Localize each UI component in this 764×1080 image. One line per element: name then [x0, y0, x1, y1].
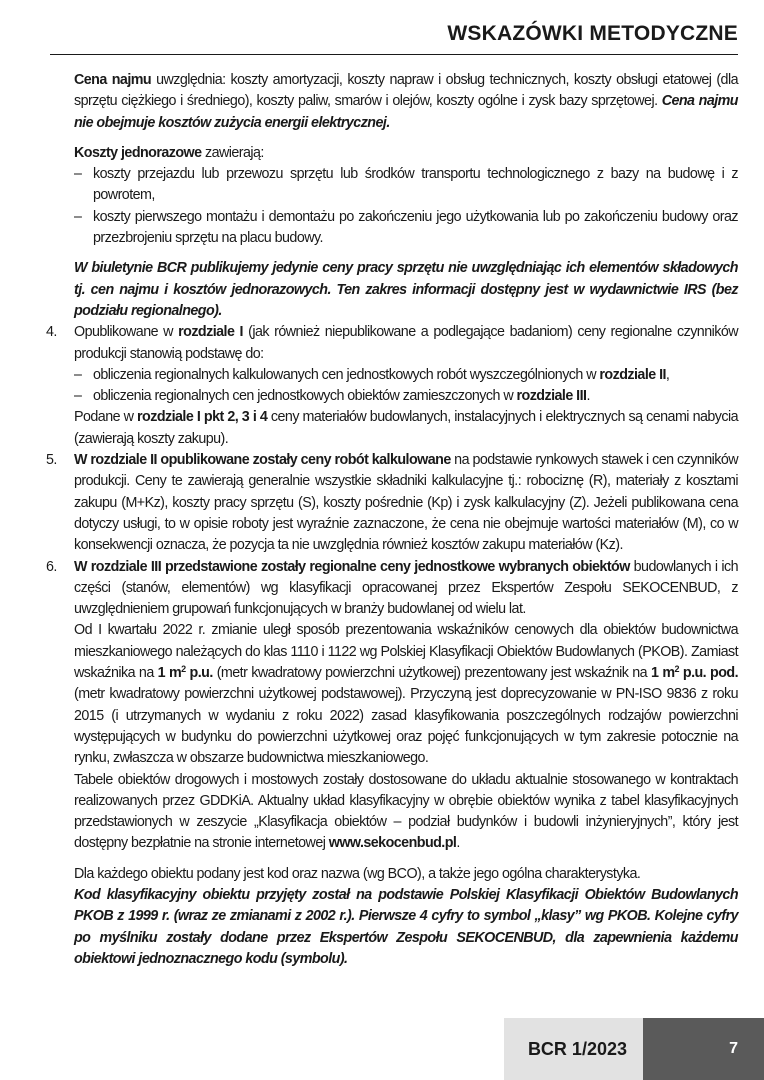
text: .: [456, 835, 460, 852]
text: Opublikowane w: [74, 324, 179, 341]
website-link[interactable]: www.sekocenbud.pl: [328, 835, 457, 852]
text: ,: [665, 366, 670, 383]
text: (metr kwadratowy powierzchni użytkowej podstawowej). Przyczyną jest doprecyzowanie w PN-ISO 9836 z roku 2015 (i utrzymanych w wydaniu z roku 2022) zasad klasyfikowania poszczególnych rodzajów powierzchni występujących w budynku do powierzchni użytkowej oraz pojęć funkcjonujących w tym zakresie potocznie na rynku, zwłaszcza w obszarze budownictwa mieszkaniowego.: [74, 686, 738, 767]
text: 1 m: [157, 665, 182, 682]
paragraph-ceny-nabycia: [40, 407, 738, 450]
text-bold: rozdziale III: [516, 388, 587, 405]
text: 1 m: [651, 665, 675, 682]
paragraph-koszty-jednorazowe: [40, 143, 738, 164]
text: obliczenia regionalnych kalkulowanych cen jednostkowych robót wyszczególnionych w: [93, 366, 600, 383]
text: (metr kwadratowy powierzchni użytkowej) prezentowany jest wskaźnik na: [212, 665, 651, 682]
paragraph-kod-obiektu: Dla każdego obiektu podany jest kod oraz nazwa (wg BCO), a także jego ogólna charakterystyka.: [74, 865, 641, 882]
text: .: [586, 388, 590, 405]
text: p.u. pod.: [678, 665, 738, 682]
text: p.u.: [185, 665, 213, 682]
text: Podane w: [74, 409, 138, 426]
text-bold: [158, 665, 213, 681]
list-item: [40, 365, 738, 386]
text-bold: rozdziale II: [599, 366, 666, 383]
term-koszty-jednorazowe: Koszty jednorazowe: [74, 144, 202, 161]
text: Od I kwartału 2022 r. zmianie uległ sposób prezentowania wskaźników cenowych dla obiektów budownictwa mieszkaniowego należących do klas 1110 i 1122 wg Polskiej Klasyfikacji Obiektów Budowlanych (PKOB). Zamiast wskaźnika na: [74, 622, 738, 682]
text: koszty przejazdu lub przewozu sprzętu lub środków transportu technologicznego z bazy na budowę i z powrotem,: [93, 166, 738, 204]
note-cena-najmu: Cena najmu nie obejmuje kosztów zużycia energii elektrycznej.: [74, 93, 738, 131]
term-cena-najmu: Cena najmu: [74, 72, 152, 88]
footer-issue-label: BCR 1/2023: [527, 1039, 627, 1059]
note-biuletyn: W biuletynie BCR publikujemy jedynie ceny pracy sprzętu nie uwzględniając ich elementów składowych tj. cen najmu i kosztów jednorazowych. Ten zakres informacji dostępny jest w wydawnictwie IRS (bez podziału regionalnego).: [74, 260, 738, 319]
page-body: [40, 70, 738, 970]
dash-marker: –: [74, 208, 82, 225]
list-item: [40, 207, 738, 250]
superscript: 2: [181, 664, 186, 675]
text-bold: W rozdziale III przedstawione zostały regionalne ceny jednostkowe wybranych obiektów: [74, 558, 630, 575]
paragraph-cena-najmu: [40, 70, 738, 134]
text-bold: rozdziale I pkt 2, 3 i 4: [137, 409, 268, 426]
numbered-item-5: [40, 450, 738, 556]
text: (jak również niepublikowane a podlegające badaniom) ceny regionalne czynników produkcji stanowią podstawę do:: [74, 324, 738, 362]
paragraph-wskazniki: [40, 620, 738, 769]
text: uwzględnia: koszty amortyzacji, koszty napraw i obsług technicznych, koszty obsługi etatowej (dla sprzętu ciężkiego i średniego), koszty paliw, smarów i olejów, koszty ogólne i zysk bazy sprzętowej.: [74, 72, 738, 110]
text: zawierają:: [201, 144, 264, 161]
item-number: 6.: [46, 558, 57, 575]
text: Tabele obiektów drogowych i mostowych zostały dostosowane do układu aktualnie stosowanego w kontraktach realizowanych przez GDDKiA. Aktualny układ klasyfikacyjny w obrębie obiektów wynika z tabel klasyfikacyjnych przedstawionych w zeszycie „Klasyfikacja obiektów – podział budynków i budowli inżynieryjnych”, który jest dostępny bezpłatnie na stronie internetowej: [74, 771, 738, 852]
dash-marker: –: [74, 366, 82, 383]
list-item: [40, 164, 738, 207]
superscript: 2: [674, 664, 679, 675]
page-number: 7: [729, 1040, 738, 1057]
numbered-item-4: [40, 322, 738, 365]
text: ceny materiałów budowlanych, instalacyjnych i elektrycznych są cenami nabycia (zawierają koszty zakupu).: [74, 409, 738, 447]
text-bold: [651, 665, 738, 681]
header-divider: [50, 54, 738, 55]
text: koszty pierwszego montażu i demontażu po zakończeniu jego użytkowania lub po zakończeniu budowy oraz przezbrojeniu sprzętu na placu budowy.: [93, 208, 738, 247]
dash-marker: –: [74, 166, 82, 183]
text-bold: W rozdziale II opublikowane zostały ceny robót kalkulowane: [74, 452, 451, 469]
text: na podstawie rynkowych stawek i cen czynników produkcji. Ceny te zawierają generalnie wszystkie składniki kalkulacyjne tj.: robociznę (R), materiały z kosztami zakupu (M+Kz), koszty pracy sprzętu (S), koszty pośrednie (Kp) i zysk kalkulacyjny (Z). Jeżeli publikowana cena dotyczy usługi, to w opisie roboty jest wyraźnie zaznaczone, że cena nie obejmuje wartości materiałów (M), co w konsekwencji oznacza, że pozycja ta nie uwzględnia również kosztów zakupu materiałów (Kz).: [74, 452, 738, 554]
text: budowlanych i ich części (stanów, elementów) wg klasyfikacji opracowanej przez Ekspertów Zespołu SEKOCENBUD, z uwzględnieniem grupowań funkcjonujących w branży budowlanej od wielu lat.: [74, 558, 738, 618]
dash-marker: –: [74, 388, 82, 405]
numbered-item-6: [40, 557, 738, 621]
note-kod-klasyfikacyjny: Kod klasyfikacyjny obiektu przyjęty został na podstawie Polskiej Klasyfikacji Obiektów Budowlanych PKOB z 1999 r. (wraz ze zmianami z 2002 r.). Pierwsze 4 cyfry to symbol „klasy” wg PKOB. Kolejne cyfry po myślniku zostały dodane przez Ekspertów Zespołu SEKOCENBUD, dla zapewnienia każdemu obiektowi jednoznacznego kodu (symbolu).: [74, 886, 738, 967]
text: obliczenia regionalnych cen jednostkowych obiektów zamieszczonych w: [93, 388, 517, 405]
item-number: 5.: [46, 452, 57, 469]
item-number: 4.: [46, 324, 57, 341]
paragraph-tabele: [40, 770, 738, 855]
list-item: [40, 386, 738, 407]
running-header-title: WSKAZÓWKI METODYCZNE: [447, 22, 738, 45]
text-bold: rozdziale I: [178, 324, 243, 341]
